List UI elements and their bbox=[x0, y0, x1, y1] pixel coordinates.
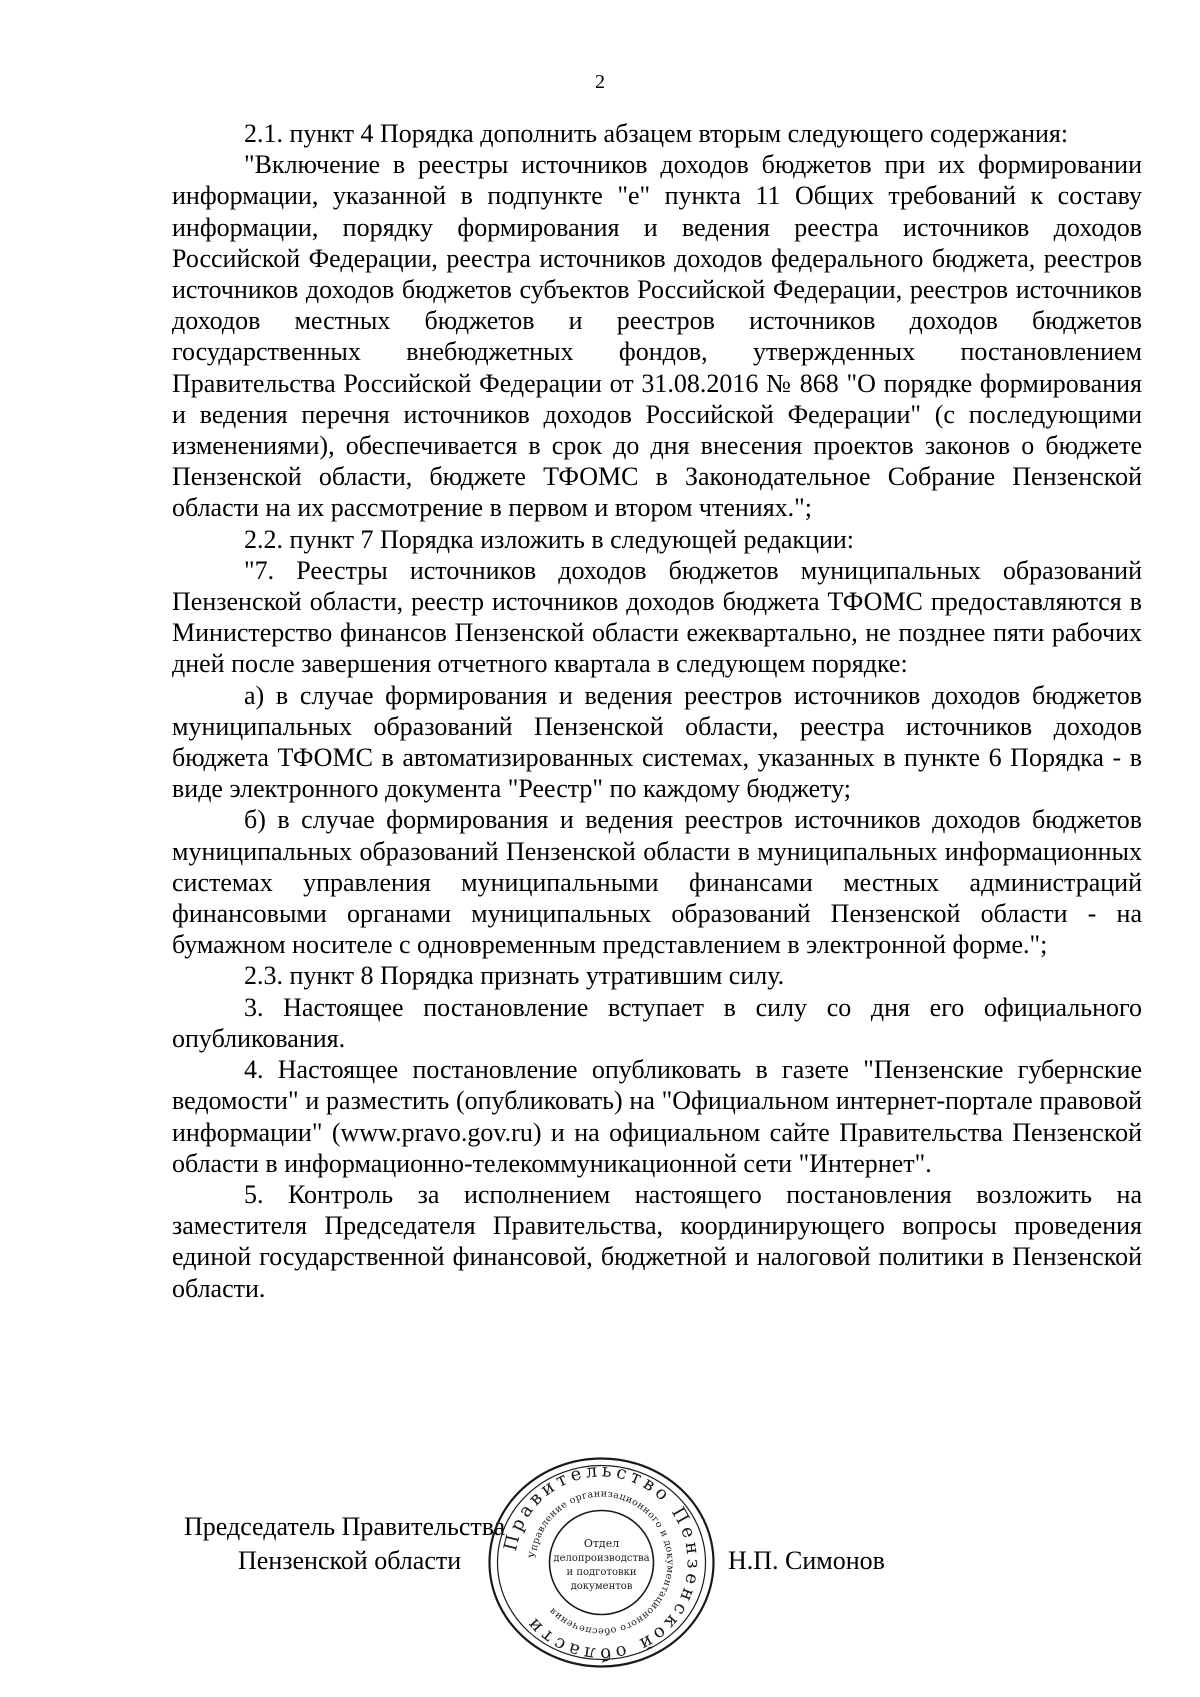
paragraph-2-3: 2.3. пункт 8 Порядка признать утратившим силу. bbox=[244, 961, 785, 991]
document-body bbox=[172, 118, 1142, 1304]
seal-inner-text: Управление организационного и документационного обеспечения bbox=[527, 1488, 676, 1637]
paragraph-2-1: 2.1. пункт 4 Порядка дополнить абзацем вторым следующего содержания: bbox=[244, 119, 1069, 148]
paragraph-2-2-a: а) в случае формирования и ведения реестров источников доходов бюджетов муниципальных образований Пензенской области, реестра источников доходов бюджета ТФОМС в автоматизированных системах, указанных в пункте 6 Порядка - в виде электронного документа "Реестр" по каждому бюджету; bbox=[172, 680, 1142, 804]
page-number: 2 bbox=[595, 71, 605, 93]
paragraph-2-2-b: б) в случае формирования и ведения реестров источников доходов бюджетов муниципальных образований Пензенской области в муниципальных информационных системах управления муниципальными финансами местных администраций финансовыми органами муниципальных образований Пензенской области - на бумажном носителе с одновременным представлением в электронной форме."; bbox=[172, 805, 1142, 960]
signatory-name: Н.П. Симонов bbox=[728, 1546, 885, 1575]
paragraph-2-2-content: "7. Реестры источников доходов бюджетов муниципальных образований Пензенской области, реестр источников доходов бюджета ТФОМС предоставляются в Министерство финансов Пензенской области ежеквартально, не позднее пяти рабочих дней после завершения отчетного квартала в следующем порядке: bbox=[172, 555, 1142, 679]
signatory-position-line2: Пензенской области bbox=[238, 1546, 462, 1575]
paragraph-2-1-content: "Включение в реестры источников доходов бюджетов при их формировании информации, указанной в подпункте "е" пункта 11 Общих требований к составу информации, порядку формирования и ведения реестра источников доходов Российской Федерации, реестра источников доходов федерального бюджета, реестров источников доходов бюджетов субъектов Российской Федерации, реестров источников доходов местных бюджетов и реестров источников доходов бюджетов государственных внебюджетных фондов, утвержденных постановлением Правительства Российской Федерации от 31.08.2016 № 868 "О порядке формирования и ведения перечня источников доходов Российской Федерации" (с последующими изменениями), обеспечивается в срок до дня внесения проектов законов о бюджете Пензенской области, бюджете ТФОМС в Законодательное Собрание Пензенской области на их рассмотрение в первом и втором чтениях."; bbox=[172, 150, 1142, 523]
official-seal bbox=[483, 1455, 720, 1670]
paragraph-4: 4. Настоящее постановление опубликовать в газете "Пензенские губернские ведомости" и разместить (опубликовать) на "Официальном интернет-портале правовой информации" (www.pravo.gov.ru) и на официальном сайте Правительства Пензенской области в информационно-телекоммуникационной сети "Интернет". bbox=[172, 1055, 1142, 1178]
paragraph-5: 5. Контроль за исполнением настоящего постановления возложить на заместителя Председателя Правительства, координирующего вопросы проведения единой государственной финансовой, бюджетной и налоговой политики в Пензенской области. bbox=[172, 1179, 1142, 1303]
paragraph-2-2: 2.2. пункт 7 Порядка изложить в следующей редакции: bbox=[244, 524, 855, 554]
seal-center-line-2: делопроизводства bbox=[553, 1553, 650, 1564]
seal-center-line-3: и подготовки bbox=[566, 1567, 637, 1578]
paragraph-3: 3. Настоящее постановление вступает в силу со дня его официального опубликования. bbox=[172, 992, 1142, 1053]
signatory-position-line1: Председатель Правительства bbox=[184, 1512, 506, 1541]
seal-center-line-1: Отдел bbox=[583, 1537, 620, 1550]
seal-outer-text: Правительство Пензенской области bbox=[500, 1460, 704, 1665]
seal-center-line-4: документов bbox=[570, 1581, 633, 1592]
